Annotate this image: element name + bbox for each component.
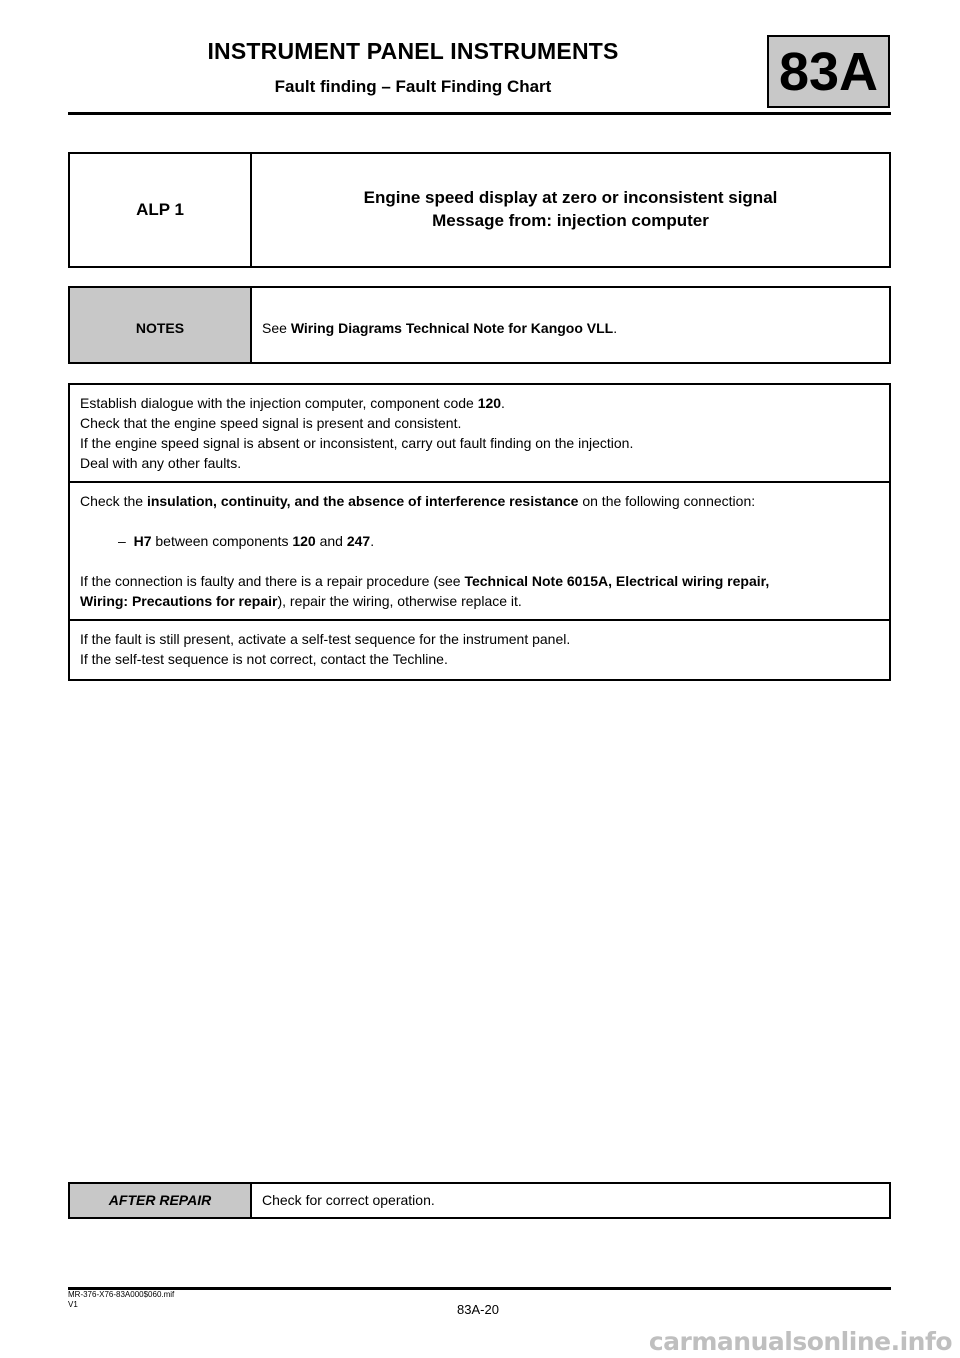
docref-version: V1 [68,1300,78,1309]
step3-line-1: If the fault is still present, activate a self-test sequence for the instrument panel. [80,631,571,647]
repair-reference-2: Wiring: Precautions for repair [80,593,278,609]
section-code-badge: 83A [767,35,890,108]
step3-line-2: If the self-test sequence is not correct, contact the Techline. [80,651,448,667]
after-repair-table [68,1182,891,1219]
repair-reference-1: Technical Note 6015A, Electrical wiring repair, [464,573,770,589]
procedure-step-3 [69,620,890,680]
step1-line-2: Check that the engine speed signal is present and consistent. [80,415,462,431]
wire-code: H7 [133,533,152,549]
notes-table [68,286,891,364]
component-1: 120 [292,533,316,549]
after-repair-text: Check for correct operation. [251,1183,890,1218]
repair-prefix: If the connection is faulty and there is a repair procedure (see [80,573,465,589]
notes-prefix: See [262,320,291,336]
notes-label: NOTES [69,287,251,363]
procedure-step-2 [69,482,890,620]
repair-suffix: ), repair the wiring, otherwise replace it. [277,593,522,609]
page-title: INSTRUMENT PANEL INSTRUMENTS [207,38,619,64]
header-rule [68,112,891,115]
bullet-and: and [315,533,347,549]
component-2: 247 [346,533,371,549]
alp-header-table [68,152,891,268]
step1-line-1-text: Establish dialogue with the injection computer, component code [80,395,478,411]
notes-reference: Wiring Diagrams Technical Note for Kangoo VLL [290,320,614,336]
page-number: 83A-20 [457,1302,499,1317]
alp-title-line-2: Message from: injection computer [432,211,709,230]
component-code: 120 [477,395,502,411]
step1-line-1-end: . [501,395,505,411]
step2-intro-prefix: Check the [80,493,147,509]
watermark-text: carmanualsonline.info [648,1327,952,1356]
repair-instruction [80,571,879,611]
page-subtitle: Fault finding – Fault Finding Chart [274,77,552,96]
step2-intro [80,491,879,511]
procedure-step-1 [69,384,890,482]
step1-line-4: Deal with any other faults. [80,455,242,471]
notes-suffix: . [613,320,618,336]
footer-rule [68,1287,891,1290]
step2-intro-suffix: on the following connection: [578,493,756,509]
procedure-table [68,383,891,681]
step1-line-3: If the engine speed signal is absent or inconsistent, carry out fault finding on the injection. [80,435,634,451]
connection-bullet [80,531,879,551]
bullet-end: . [370,533,375,549]
after-repair-label: AFTER REPAIR [69,1183,251,1218]
notes-text [251,287,890,363]
alp-title [251,153,890,267]
bullet-dash: – [118,533,126,549]
step2-intro-checks: insulation, continuity, and the absence of interference resistance [146,493,579,509]
docref-file: MR-376-X76-83A000$060.mif [68,1290,175,1299]
bullet-mid: between components [151,533,293,549]
alp-title-line-1: Engine speed display at zero or inconsistent signal [363,188,778,207]
document-reference [68,1290,174,1310]
step1-line-1 [80,393,879,413]
alp-id: ALP 1 [69,153,251,267]
